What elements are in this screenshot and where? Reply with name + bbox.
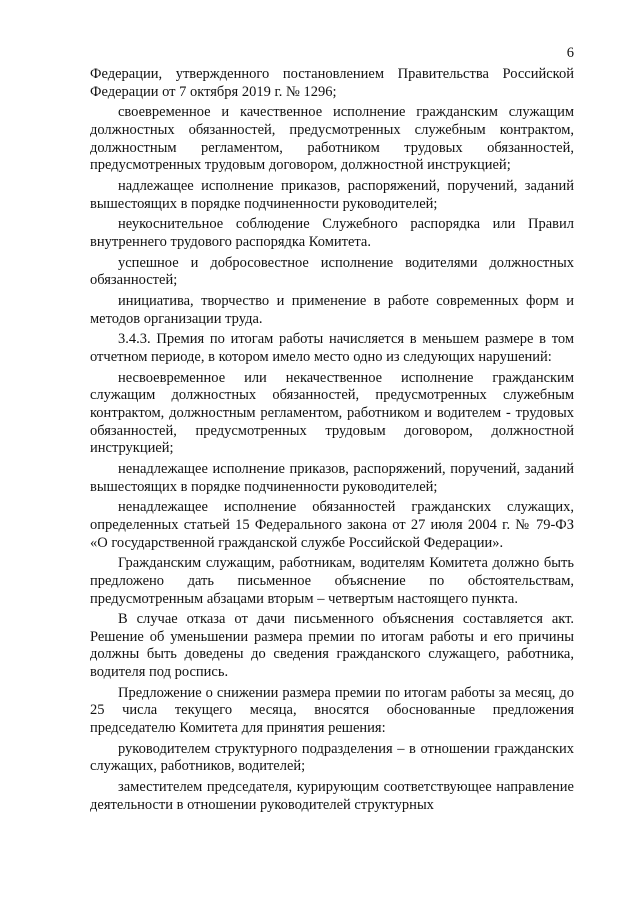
paragraph: 3.4.3. Премия по итогам работы начисляется в меньшем размере в том отчетном периоде, в котором имело место одно из следующих нарушений: — [90, 331, 574, 366]
page-number: 6 — [566, 45, 574, 61]
paragraph: Предложение о снижении размера премии по итогам работы за месяц, до 25 числа текущего месяца, вносятся обоснованные предложения председателю Комитета для принятия решения: — [90, 684, 574, 737]
paragraph: надлежащее исполнение приказов, распоряжений, поручений, заданий вышестоящих в порядке подчиненности руководителей; — [90, 177, 574, 212]
paragraph: ненадлежащее исполнение приказов, распоряжений, поручений, заданий вышестоящих в порядке подчиненности руководителей; — [90, 460, 574, 495]
paragraph: заместителем председателя, курирующим соответствующее направление деятельности в отношении руководителей структурных — [90, 779, 574, 813]
paragraph: успешное и добросовестное исполнение водителями должностных обязанностей; — [90, 254, 574, 289]
paragraph: Федерации, утвержденного постановлением Правительства Российской Федерации от 7 октября 2019 г. № 1296; — [90, 66, 574, 100]
document-body — [90, 66, 574, 818]
paragraph: неукоснительное соблюдение Служебного распорядка или Правил внутреннего трудового распорядка Комитета. — [90, 216, 574, 250]
paragraph: руководителем структурного подразделения – в отношении гражданских служащих, работников, водителей; — [90, 740, 574, 775]
paragraph: В случае отказа от дачи письменного объяснения составляется акт. Решение об уменьшении размера премии по итогам работы и его причины должны быть доведены до сведения гражданского служащего, работника, водителя под роспись. — [90, 611, 574, 681]
paragraph: своевременное и качественное исполнение гражданским служащим должностных обязанностей, предусмотренных служебным контрактом, должностным регламентом, работником трудовых обязанностей, предусмотренных трудовым договором, должностной инструкцией; — [90, 104, 574, 174]
paragraph: ненадлежащее исполнение обязанностей гражданских служащих, определенных статьей 15 Федерального закона от 27 июля 2004 г. № 79-ФЗ «О государственной гражданской службе Российской Федерации». — [90, 499, 574, 551]
paragraph: несвоевременное или некачественное исполнение гражданским служащим должностных обязанностей, предусмотренных служебным контрактом, должностным регламентом, работником и водителем - трудовых обязанностей, предусмотренных трудовым договором, должностной инструкцией; — [90, 369, 574, 457]
paragraph: Гражданским служащим, работникам, водителям Комитета должно быть предложено дать письменное объяснение по обстоятельствам, предусмотренным абзацами вторым – четвертым настоящего пункта. — [90, 555, 574, 607]
paragraph: инициатива, творчество и применение в работе современных форм и методов организации труда. — [90, 293, 574, 327]
